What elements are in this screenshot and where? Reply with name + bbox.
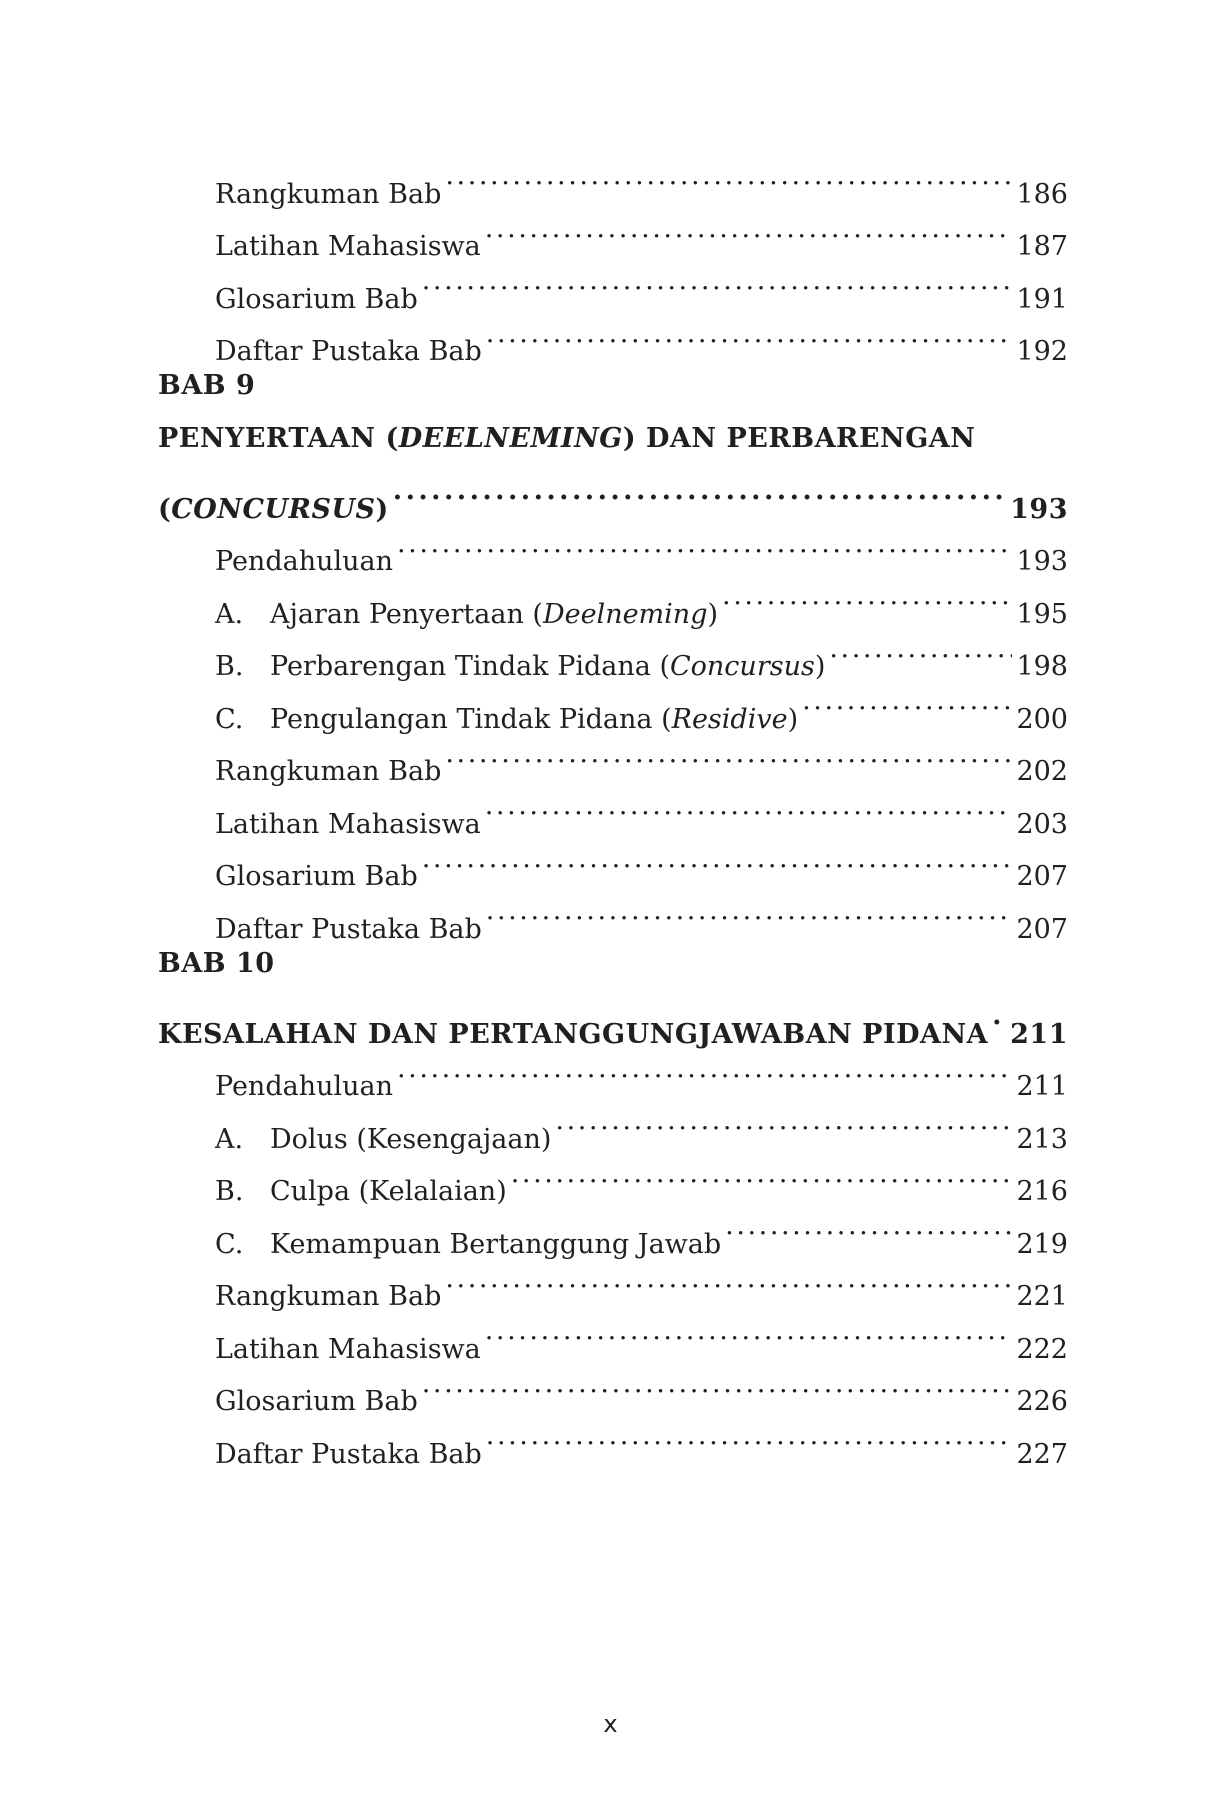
chapter-title [158,990,1068,1050]
toc-entry-page: 200 [1016,703,1068,735]
toc-entry [158,150,1068,210]
toc-entry-text: Pengulangan Tindak Pidana ( [270,703,672,735]
dot-leader [511,1148,1013,1201]
toc-entry-page: 195 [1016,598,1068,630]
toc-entry-title: Pendahuluan [215,1071,393,1102]
toc-entry-letter: C. [215,703,244,735]
chapter-title-italic: CONCURSUS [171,493,376,525]
toc-entry-title [270,641,825,694]
toc-entry-letter: A. [215,1123,244,1155]
toc-entry-title: Rangkuman Bab [215,1281,442,1312]
toc-entry-page: 221 [1016,1281,1068,1312]
toc-entry-title: Glosarium Bab [215,861,418,892]
toc-entry-title: Daftar Pustaka Bab [215,913,482,945]
toc-entry-page: 198 [1016,651,1068,682]
toc-entry-page: 207 [1016,861,1068,892]
toc-entry-letter: B. [215,651,244,682]
toc-entry-page: 213 [1016,1123,1068,1155]
toc-entry-title: Glosarium Bab [215,1386,418,1417]
toc-entry-page: 226 [1016,1386,1068,1417]
dot-leader [802,675,1012,728]
dot-leader [486,1410,1013,1463]
toc-entry-title: Latihan Mahasiswa [215,1333,481,1365]
table-of-contents [158,150,1068,1470]
dot-leader [485,203,1013,256]
toc-entry-title [270,589,718,642]
toc-entry-page: 193 [1016,546,1068,577]
toc-entry-text: Perbarengan Tindak Pidana ( [270,651,670,682]
dot-leader [393,465,1006,518]
toc-entry-title: Rangkuman Bab [215,756,442,787]
toc-entry-page: 227 [1016,1438,1068,1470]
dot-leader [722,570,1012,623]
toc-entry-page: 216 [1016,1176,1068,1207]
toc-entry-text: ) [787,703,799,735]
toc-entry-italic: Deelneming [542,598,708,630]
toc-entry-page: 207 [1016,913,1068,945]
dot-leader [486,885,1013,938]
chapter-title-text: ( [158,493,172,525]
dot-leader [555,1095,1012,1148]
toc-entry-page: 219 [1016,1228,1068,1260]
dot-leader [397,1043,1012,1096]
chapter-title-part [158,484,389,537]
dot-leader [992,990,1006,1043]
toc-entry-page: 187 [1016,231,1068,262]
chapter-label: BAB 10 [158,947,275,979]
dot-leader [422,1358,1013,1411]
toc-entry-title: Culpa (Kelalaian) [270,1176,507,1207]
toc-entry-title: Kemampuan Bertanggung Jawab [270,1228,722,1260]
chapter-label: BAB 9 [158,370,256,401]
toc-entry-text: ) [814,651,826,682]
toc-entry-title: Pendahuluan [215,546,393,577]
toc-entry-letter: B. [215,1176,244,1207]
dot-leader [445,1253,1012,1306]
chapter-page: 211 [1010,1018,1068,1050]
toc-entry-text: Ajaran Penyertaan ( [270,598,543,630]
chapter-title-text: ) [375,493,389,525]
toc-entry-page: 203 [1016,808,1068,840]
chapter-title-part [158,413,975,466]
toc-entry-text: ) [707,598,719,630]
chapter-title-text: ) DAN PERBARENGAN [622,422,976,454]
dot-leader [829,623,1012,676]
toc-entry-title: Latihan Mahasiswa [215,808,481,840]
chapter-title-line-1 [158,413,1068,466]
chapter-title-text: KESALAHAN DAN PERTANGGUNGJAWABAN PIDANA [158,1018,989,1050]
dot-leader [445,728,1012,781]
toc-entry-page: 202 [1016,756,1068,787]
dot-leader [445,150,1012,203]
toc-entry-title: Daftar Pustaka Bab [215,336,482,367]
toc-entry-italic: Residive [671,703,788,735]
toc-entry-title: Glosarium Bab [215,283,418,315]
toc-entry-title: Dolus (Kesengajaan) [270,1123,552,1155]
dot-leader [725,1200,1012,1253]
toc-entry-page: 192 [1016,336,1068,367]
chapter-page: 193 [1010,493,1068,525]
toc-entry-title: Daftar Pustaka Bab [215,1438,482,1470]
dot-leader [397,518,1012,571]
toc-entry-page: 222 [1016,1333,1068,1365]
chapter-title-italic: DEELNEMING [398,422,623,454]
dot-leader [422,833,1013,886]
toc-entry-title: Latihan Mahasiswa [215,231,481,262]
chapter-title-text: PENYERTAAN ( [158,422,399,454]
dot-leader [485,780,1013,833]
toc-entry-page: 186 [1016,178,1068,210]
dot-leader [422,255,1013,308]
dot-leader [486,308,1013,361]
toc-entry-italic: Concursus [670,651,815,682]
toc-entry-page: 211 [1016,1071,1068,1102]
toc-entry-letter: C. [215,1228,244,1260]
page-folio: x [603,1710,618,1738]
toc-entry-letter: A. [215,598,244,630]
toc-entry-title: Rangkuman Bab [215,178,442,210]
chapter-title-line-2 [158,465,1068,525]
dot-leader [485,1305,1013,1358]
toc-entry-page: 191 [1016,283,1068,315]
